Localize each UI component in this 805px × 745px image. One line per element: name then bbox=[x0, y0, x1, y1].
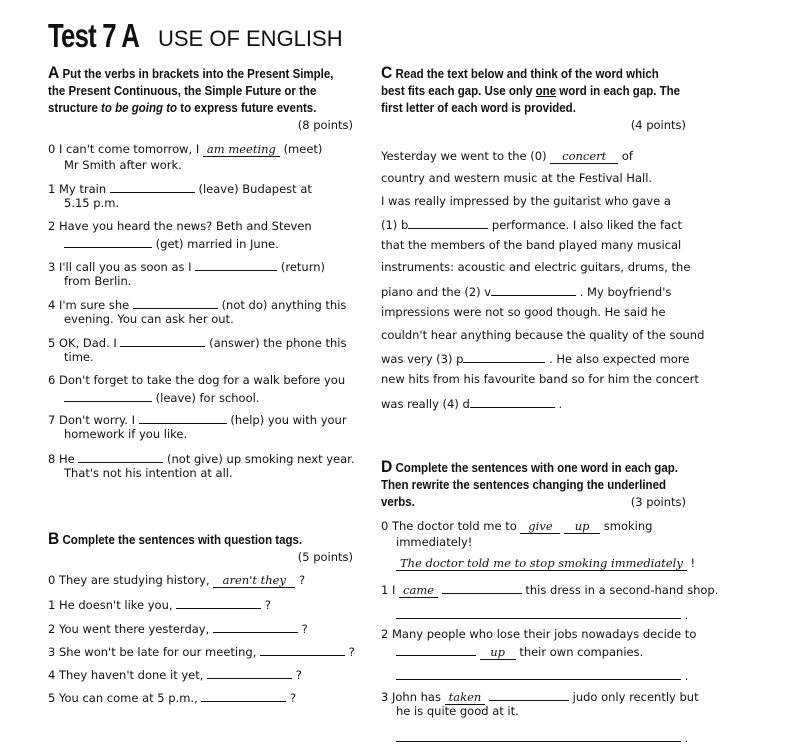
text-segment: . My boyfriend's bbox=[579, 285, 672, 299]
question-8-line2 bbox=[64, 466, 233, 482]
rewrite-gap[interactable] bbox=[396, 730, 681, 742]
answer-gap[interactable] bbox=[207, 666, 292, 679]
answer-gap[interactable] bbox=[64, 389, 152, 402]
section-d bbox=[381, 458, 686, 511]
question-text: She won't be late for our meeting, bbox=[58, 645, 257, 659]
test-number: Test 7 A bbox=[48, 17, 140, 54]
question-text: this dress in a second-hand shop. bbox=[525, 583, 719, 597]
rewrite-question-2-line2 bbox=[396, 643, 643, 661]
rewrite-answer-line-3: . bbox=[396, 730, 688, 745]
answer-gap[interactable] bbox=[139, 411, 227, 424]
tag-question-5 bbox=[48, 689, 296, 707]
question-5-line1 bbox=[48, 334, 346, 352]
test-title bbox=[48, 14, 343, 59]
question-1-line1 bbox=[48, 180, 312, 198]
question-number: 3 bbox=[48, 645, 56, 659]
question-continuation: evening. You can ask her out. bbox=[64, 312, 234, 326]
test-subtitle: USE OF ENGLISH bbox=[158, 26, 343, 51]
question-text: He doesn't like you, bbox=[58, 598, 173, 612]
verb-hint: (help) you with your bbox=[230, 413, 347, 427]
section-b bbox=[48, 530, 353, 566]
question-text: You can come at 5 p.m., bbox=[58, 691, 198, 705]
question-number: 3 bbox=[48, 260, 56, 274]
question-7-line1 bbox=[48, 411, 347, 429]
question-text: immediately! bbox=[396, 535, 473, 549]
question-8-line1 bbox=[48, 450, 355, 468]
example-rewrite: The doctor told me to stop smoking immediately ! bbox=[396, 556, 695, 572]
question-text: he is quite good at it. bbox=[396, 704, 519, 718]
text-line-2 bbox=[381, 194, 671, 210]
filled-answer: aren't they bbox=[213, 574, 295, 588]
text-segment: I was really impressed by the guitarist who gave a bbox=[381, 194, 671, 208]
text-line-8 bbox=[381, 328, 704, 344]
rewrite-answer-line-2: . bbox=[396, 668, 688, 685]
section-d-instruction: D Complete the sentences with one word in each gap. Then rewrite the sentences changing the underlined verbs. bbox=[381, 457, 678, 509]
tag-question-0 bbox=[48, 573, 305, 589]
answer-gap[interactable] bbox=[120, 334, 205, 347]
text-line-0 bbox=[381, 149, 633, 165]
answer-gap[interactable] bbox=[489, 688, 569, 701]
question-continuation: time. bbox=[64, 350, 94, 364]
text-segment: country and western music at the Festival Hall. bbox=[381, 171, 653, 185]
question-6-line2 bbox=[64, 389, 259, 407]
question-text: Many people who lose their jobs nowadays decide to bbox=[391, 627, 697, 641]
answer-gap[interactable] bbox=[396, 643, 476, 656]
section-a-points: (8 points) bbox=[297, 118, 353, 132]
text-segment: couldn't hear anything because the quality of the sound bbox=[381, 328, 705, 342]
answer-gap[interactable] bbox=[491, 283, 576, 296]
answer-gap[interactable] bbox=[463, 350, 545, 363]
tag-question-3 bbox=[48, 643, 355, 661]
filled-answer: taken bbox=[445, 691, 486, 705]
question-mark: ? bbox=[348, 645, 355, 659]
question-text: I bbox=[391, 583, 396, 597]
section-b-points: (5 points) bbox=[297, 550, 353, 564]
question-mark: ? bbox=[298, 573, 306, 587]
filled-answer: The doctor told me to stop smoking immediately bbox=[396, 557, 687, 571]
rewrite-question-1 bbox=[381, 581, 718, 599]
text-segment: impressions were not so good though. He said he bbox=[381, 305, 666, 319]
verb-hint: (get) married in June. bbox=[155, 237, 279, 251]
tag-question-1 bbox=[48, 596, 271, 614]
question-continuation: from Berlin. bbox=[64, 274, 132, 288]
text-line-4 bbox=[381, 238, 681, 254]
question-0-line1 bbox=[48, 142, 322, 158]
answer-gap[interactable] bbox=[176, 596, 261, 609]
answer-gap[interactable] bbox=[133, 296, 218, 309]
verb-hint: (leave) for school. bbox=[155, 391, 260, 405]
filled-answer: up bbox=[480, 646, 516, 660]
question-text: My train bbox=[58, 182, 107, 196]
question-text: I'm sure she bbox=[58, 298, 130, 312]
question-mark: ? bbox=[301, 622, 308, 636]
rewrite-answer-line-1: . bbox=[396, 607, 688, 624]
answer-gap[interactable] bbox=[408, 216, 488, 229]
question-text: I'll call you as soon as I bbox=[58, 260, 192, 274]
answer-gap[interactable] bbox=[201, 689, 286, 702]
question-number: 1 bbox=[381, 583, 389, 597]
text-line-6 bbox=[381, 283, 671, 301]
question-number: 8 bbox=[48, 452, 56, 466]
question-number: 5 bbox=[48, 336, 56, 350]
question-text: Have you heard the news? Beth and Steven bbox=[58, 219, 312, 233]
question-text: You went there yesterday, bbox=[58, 622, 210, 636]
question-number: 1 bbox=[48, 598, 56, 612]
tag-question-4 bbox=[48, 666, 302, 684]
answer-gap[interactable] bbox=[64, 235, 152, 248]
question-number: 4 bbox=[48, 298, 56, 312]
question-number: 1 bbox=[48, 182, 56, 196]
tag-question-2 bbox=[48, 620, 308, 638]
question-number: 0 bbox=[48, 573, 56, 587]
question-continuation: That's not his intention at all. bbox=[64, 466, 233, 480]
question-number: 5 bbox=[48, 691, 56, 705]
filled-answer: came bbox=[399, 584, 438, 598]
answer-gap[interactable] bbox=[442, 581, 522, 594]
filled-answer: concert bbox=[550, 150, 618, 164]
question-2-line2 bbox=[64, 235, 279, 253]
answer-gap[interactable] bbox=[260, 643, 345, 656]
question-text: They are studying history, bbox=[58, 573, 210, 587]
question-number: 4 bbox=[48, 668, 56, 682]
text-segment: was really (4) d bbox=[381, 397, 470, 411]
question-3-line2 bbox=[64, 274, 131, 290]
verb-hint: (not do) anything this bbox=[221, 298, 347, 312]
section-c-instruction: C Read the text below and think of the word which best fits each gap. Use only one word in each gap. The first letter of each word is provided. bbox=[381, 63, 681, 115]
text-line-5 bbox=[381, 260, 690, 276]
text-line-9 bbox=[381, 350, 689, 368]
filled-answer: up bbox=[564, 520, 600, 534]
rewrite-question-2 bbox=[381, 627, 696, 643]
section-a bbox=[48, 64, 353, 134]
text-line-3 bbox=[381, 216, 682, 234]
text-segment: performance. I also liked the fact bbox=[491, 218, 682, 232]
question-number: 2 bbox=[381, 627, 389, 641]
question-text: Don't worry. I bbox=[58, 413, 136, 427]
text-segment: instruments: acoustic and electric guitars, drums, the bbox=[381, 260, 691, 274]
question-number: 2 bbox=[48, 622, 56, 636]
question-number: 0 bbox=[48, 142, 56, 156]
section-c bbox=[381, 64, 686, 134]
text-segment: that the members of the band played many musical bbox=[381, 238, 682, 252]
rewrite-question-3 bbox=[381, 688, 699, 706]
question-4-line1 bbox=[48, 296, 346, 314]
question-continuation: homework if you like. bbox=[64, 427, 188, 441]
question-7-line2 bbox=[64, 427, 187, 443]
question-number: 6 bbox=[48, 373, 56, 387]
question-mark: ? bbox=[295, 668, 302, 682]
question-text: OK, Dad. I bbox=[58, 336, 117, 350]
answer-gap[interactable] bbox=[78, 450, 163, 463]
text-segment: piano and the (2) v bbox=[381, 285, 492, 299]
rewrite-gap[interactable] bbox=[396, 668, 681, 680]
text-segment: was very (3) p bbox=[381, 352, 464, 366]
verb-hint: (meet) bbox=[283, 142, 323, 156]
section-a-instruction: A Put the verbs in brackets into the Present Simple, the Present Continuous, the Simple Future or the structure to be going to to express future events. bbox=[48, 63, 334, 115]
verb-hint: (leave) Budapest at bbox=[198, 182, 312, 196]
question-text: judo only recently but bbox=[572, 690, 699, 704]
question-text: their own companies. bbox=[519, 645, 644, 659]
verb-hint: (not give) up smoking next year. bbox=[167, 452, 355, 466]
section-d-points: (3 points) bbox=[630, 495, 686, 509]
question-text: They haven't done it yet, bbox=[58, 668, 204, 682]
text-segment: of bbox=[621, 149, 633, 163]
question-1-line2 bbox=[64, 196, 119, 212]
question-mark: ? bbox=[290, 691, 297, 705]
question-text: He bbox=[58, 452, 75, 466]
question-text: I can't come tomorrow, I bbox=[58, 142, 200, 156]
example-line2 bbox=[396, 535, 472, 551]
filled-answer: give bbox=[520, 520, 560, 534]
verb-hint: (return) bbox=[280, 260, 326, 274]
question-0-line2 bbox=[64, 158, 182, 174]
text-segment: new hits from his favourite band so for him the concert bbox=[381, 372, 699, 386]
rewrite-gap[interactable] bbox=[396, 607, 681, 619]
question-text: John has bbox=[391, 690, 441, 704]
answer-gap[interactable] bbox=[195, 258, 277, 271]
question-5-line2 bbox=[64, 350, 94, 366]
question-mark: ? bbox=[264, 598, 271, 612]
text-line-1 bbox=[381, 171, 652, 187]
question-text: The doctor told me to bbox=[391, 519, 517, 533]
section-b-instruction: B Complete the sentences with question tags. bbox=[48, 529, 303, 548]
text-segment: . He also expected more bbox=[549, 352, 690, 366]
text-segment: (1) b bbox=[381, 218, 409, 232]
rewrite-question-3-line2 bbox=[396, 704, 519, 720]
question-6-line1 bbox=[48, 373, 345, 389]
question-4-line2 bbox=[64, 312, 234, 328]
question-number: 0 bbox=[381, 519, 389, 533]
question-number: 7 bbox=[48, 413, 56, 427]
text-segment: . bbox=[558, 397, 563, 411]
verb-hint: (answer) the phone this bbox=[209, 336, 347, 350]
answer-gap[interactable] bbox=[213, 620, 298, 633]
text-segment: Yesterday we went to the (0) bbox=[381, 149, 547, 163]
text-line-10 bbox=[381, 372, 699, 388]
question-2-line1 bbox=[48, 219, 312, 235]
question-continuation: Mr Smith after work. bbox=[64, 158, 182, 172]
question-number: 3 bbox=[381, 690, 389, 704]
filled-answer: am meeting bbox=[203, 143, 280, 157]
question-number: 2 bbox=[48, 219, 56, 233]
answer-gap[interactable] bbox=[110, 180, 195, 193]
text-line-7 bbox=[381, 305, 666, 321]
question-text: smoking bbox=[603, 519, 653, 533]
question-3-line1 bbox=[48, 258, 325, 276]
section-c-points: (4 points) bbox=[630, 118, 686, 132]
answer-gap[interactable] bbox=[470, 395, 555, 408]
question-text: Don't forget to take the dog for a walk before you bbox=[58, 373, 346, 387]
question-continuation: 5.15 p.m. bbox=[64, 196, 120, 210]
text-line-11 bbox=[381, 395, 562, 413]
example-line1 bbox=[381, 519, 652, 535]
